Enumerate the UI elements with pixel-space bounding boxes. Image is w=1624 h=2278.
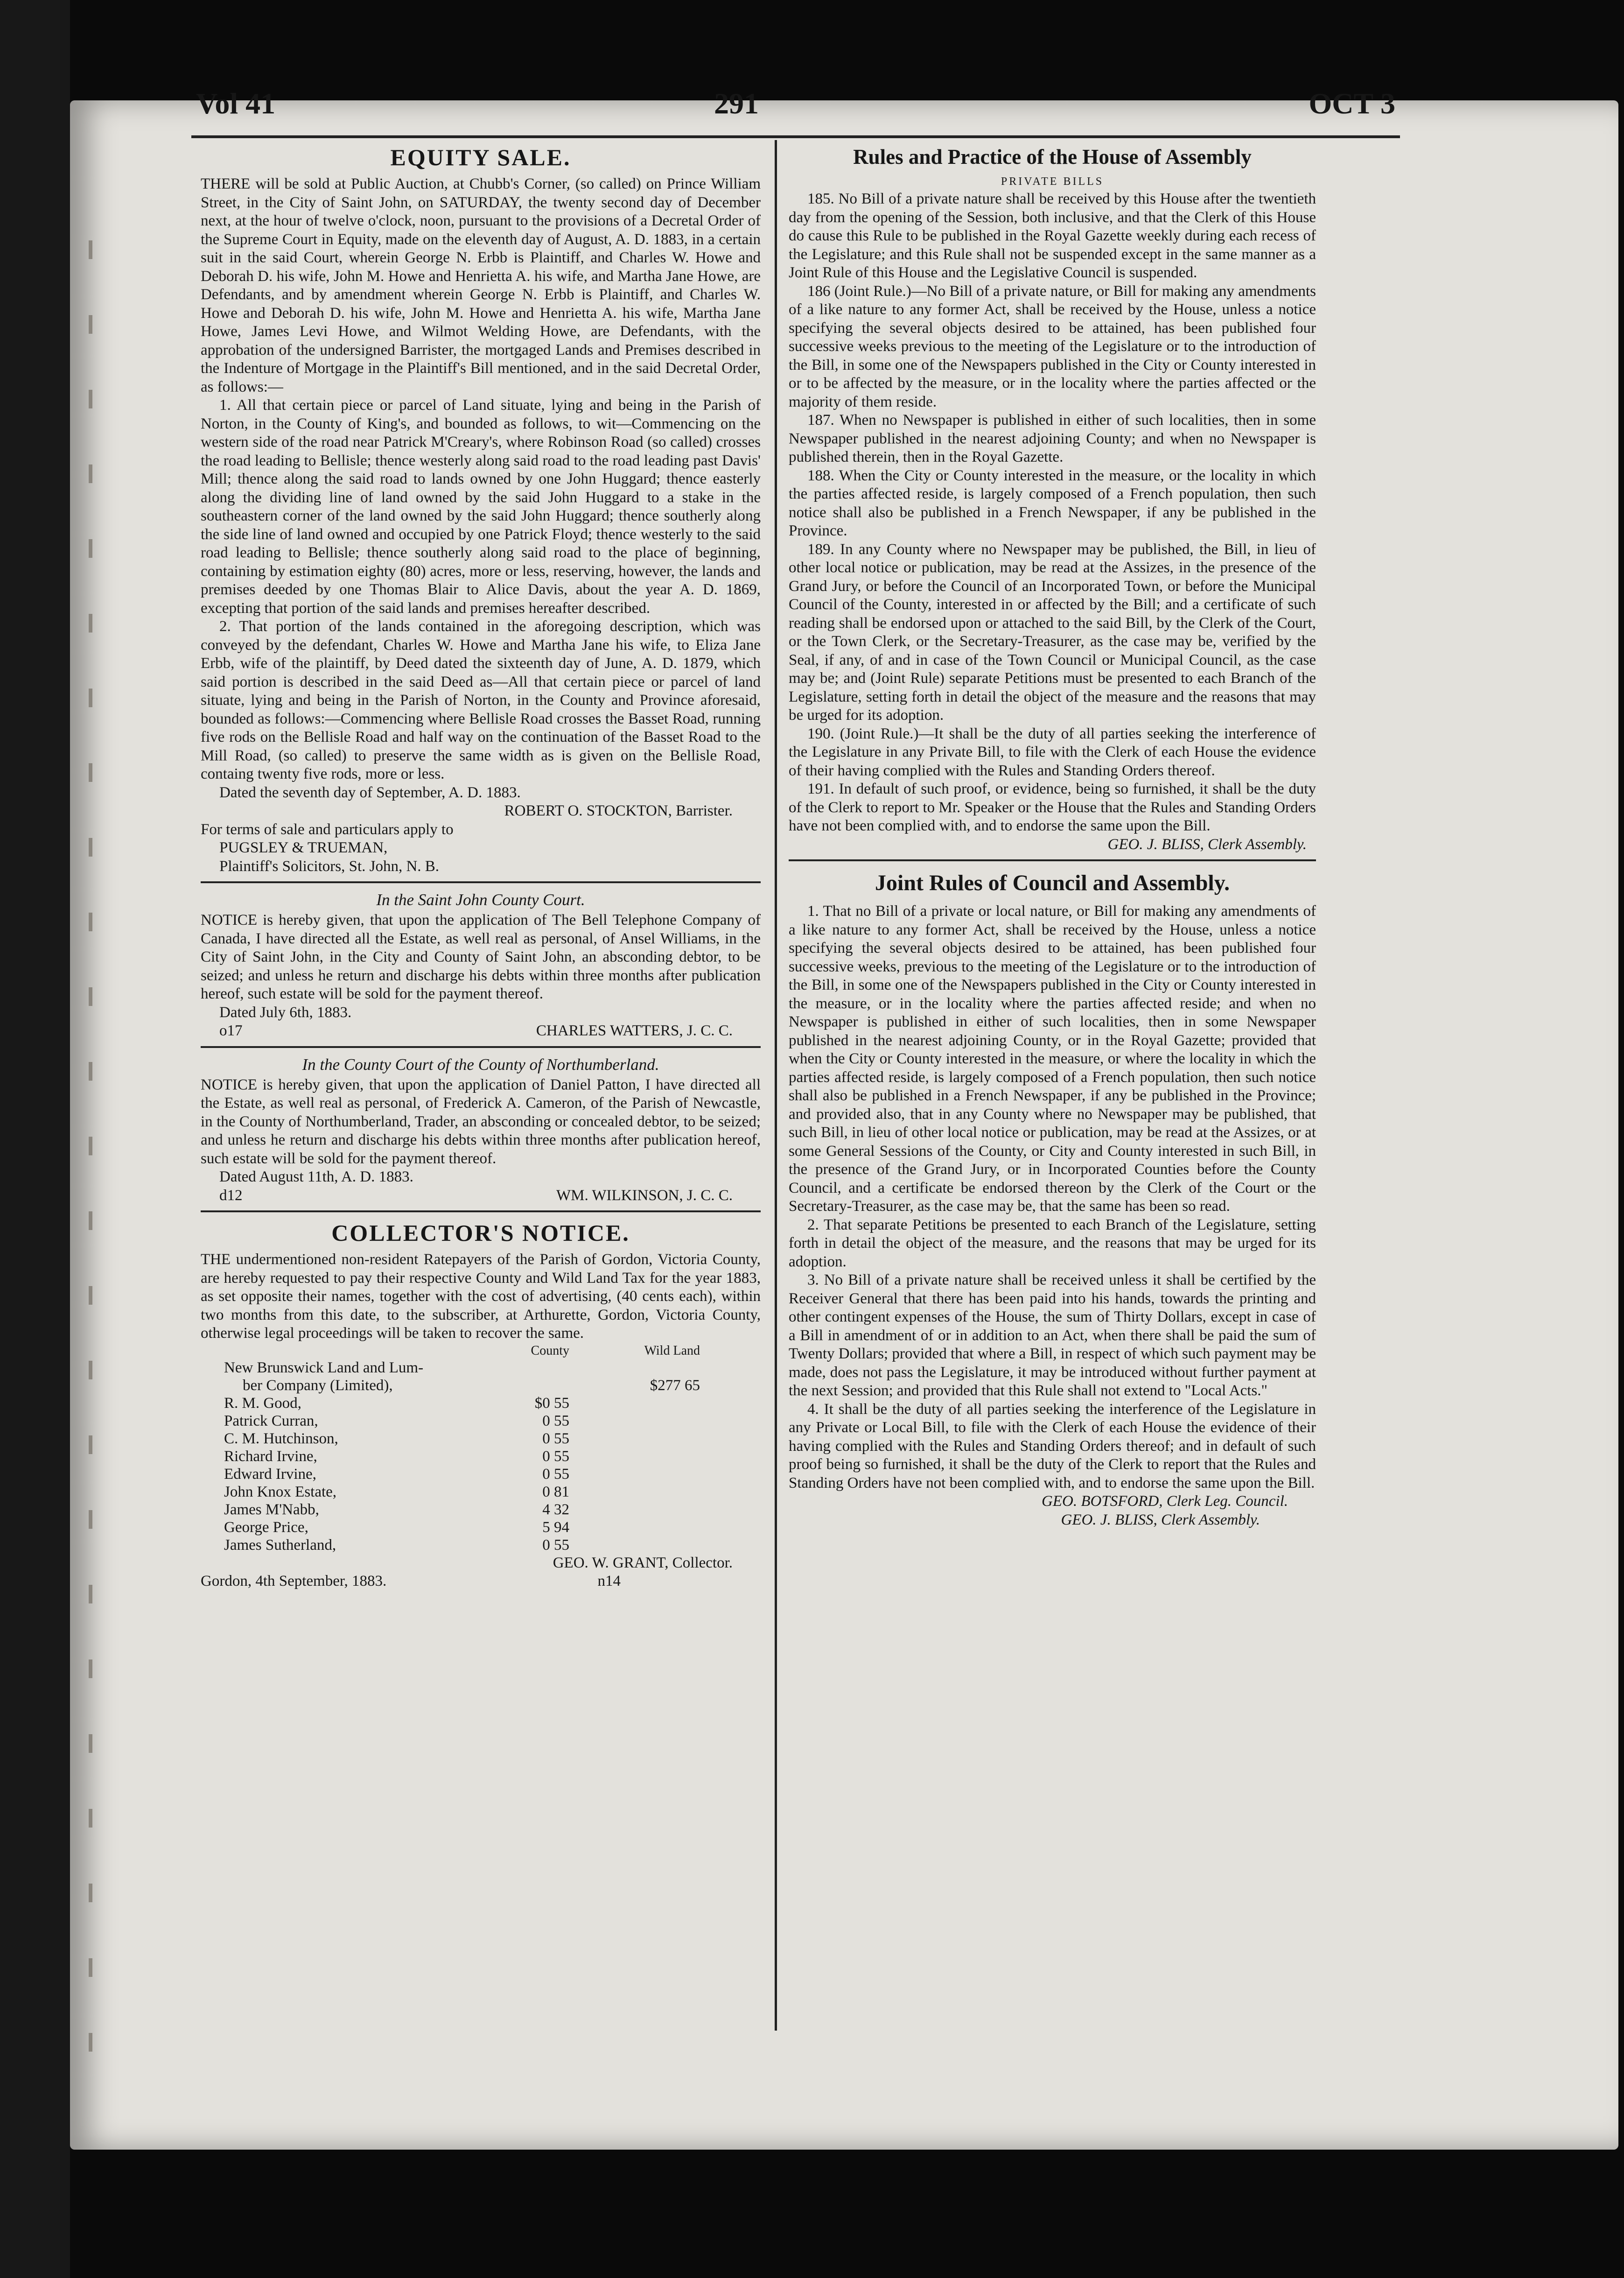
collectors-notice-title: COLLECTOR'S NOTICE. (331, 1220, 630, 1246)
northumberland-court-notice (201, 1054, 761, 1205)
tax-row: James Sutherland, 0 55 (224, 1536, 569, 1554)
saint-john-court-sign-row (201, 1022, 761, 1041)
right-column (789, 142, 1316, 1529)
rules-private-bills (789, 142, 1316, 854)
equity-sale-notice (201, 142, 761, 876)
tax-table-header (201, 1343, 761, 1359)
section-rule (201, 1210, 761, 1212)
tax-row: George Price, 5 94 (224, 1519, 569, 1536)
joint-rule-1: 1. That no Bill of a private or local nature, or Bill for making any amendments of a like nature to any former Act, shall be received by the House, unless a notice specifying the several objects desired to be attained, has been published four successive weeks, previous to the meeting of the Legislature or to the introduction of the Bill, in some one of the Newspapers published in the City or County interested in the measure, or in the locality where the parties affected reside; and when no Newspaper is published in either of such localities, then in some Newspaper published in the nearest adjoining County, or in the Royal Gazette; provided that when the City or County interested in the measure, or where the locality in which the parties affected reside, is largely composed of a French population, then such notice shall also be published in a French Newspaper, if any be published in the Province; and provided also, that in any County where no Newspaper may be published, that such Bill, in lieu of other local notice or publication, may be read at the Assizes, or at some General Sessions of the County, or City and County interested in such Bill, in the presence of the Grand Jury, or in Incorporated Counties before the County Council, and a certificate be endorsed thereon by the Clerk of the Court or the Secretary-Treasurer, as the case may be, that the same has been so read. (789, 903, 1316, 1215)
joint-rule-3: 3. No Bill of a private nature shall be received unless it shall be certified by the Receiver General that there has been paid into his hands, towards the printing and other contingent expenses of the House, the sum of Thirty Dollars, except in case of a Bill in amendment of or in addition to an Act, when there shall be paid the sum of Twenty Dollars; provided that where a Bill, in respect of which such payment may be made, does not pass the Legislature, it may be introduced without further payment at the next Session; and provided that this Rule shall not extend to "Local Acts." (789, 1272, 1316, 1399)
rule-185: 185. No Bill of a private nature shall be received by this House after the twentieth day from the opening of the Session, both inclusive, and that the Clerk of this House do cause this Rule to be published in the Royal Gazette weekly during each recess of the Legislature; and this Rule shall not be suspended except in the same manner as a Joint Rule of this House and the Legislative Council is suspended. (789, 190, 1316, 281)
tax-row: Richard Irvine, 0 55 (224, 1448, 569, 1465)
collectors-notice-signature: GEO. W. GRANT, Collector. (553, 1554, 733, 1571)
volume-label: Vol 41 (196, 87, 276, 120)
northumberland-court-title: In the County Court of the County of Northumberland. (302, 1055, 659, 1074)
rule-190: 190. (Joint Rule.)—It shall be the duty of all parties seeking the interference of the Legislature in any Private Bill, to file with the Clerk of each House the evidence of their having complied with the Rules and Standing Orders thereof. (789, 725, 1316, 779)
tax-company-wild-land: $277 65 (650, 1377, 700, 1394)
rules-signature: GEO. J. BLISS, Clerk Assembly. (1107, 836, 1307, 853)
equity-sale-solicitors: PUGSLEY & TRUEMAN, (219, 839, 388, 856)
equity-sale-title: EQUITY SALE. (390, 144, 571, 170)
rule-186: 186 (Joint Rule.)—No Bill of a private nature, or Bill for making any amendments of a like nature to any former Act, shall be received by the House, unless a notice specifying the several objects desired to be attained, has been published four successive weeks previous to the meeting of the Legislature or to the introduction of the Bill, in some one of the Newspapers published in the City or County interested in or to be affected by the measure, or in the locality where the parties affected or the majority of them reside. (789, 282, 1316, 410)
northumberland-court-body: NOTICE is hereby given, that upon the application of Daniel Patton, I have directed all the Estate, as well real as personal, of Frederick A. Cameron, of the Parish of Newcastle, in the County of Northumberland, Trader, an absconding or concealed debtor, to be seized; and unless he return and discharge his debts within three months after publication hereof, such estate will be sold for the payment thereof. (201, 1076, 761, 1167)
tax-col-wild-land: Wild Land (644, 1343, 700, 1358)
equity-sale-item-2: 2. That portion of the lands contained in the aforegoing description, which was conveyed by the defendant, Charles W. Howe and Martha Jane his wife, to Eliza Jane Erbb, wife of the plaintiff, by Deed dated the sixteenth day of June, A. D. 1879, which said portion is described in the said Deed as—All that certain piece or parcel of land situate, lying and being in the Parish of Norton, in the County and Province aforesaid, bounded as follows:—Commencing where Bellisle Road crosses the Basset Road, running five rods on the Bellisle Road and half way on the continuation of the Basset Road to the Mill Road, (so called) to preserve the same width as is given on the Bellisle Road, containg twenty five rods, more or less. (201, 618, 761, 782)
tax-row: C. M. Hutchinson, 0 55 (224, 1430, 569, 1447)
joint-rule-2: 2. That separate Petitions be presented to each Branch of the Legislature, setting forth in detail the object of the measure, and the reasons that may be urged for its adoption. (789, 1216, 1316, 1270)
equity-sale-signature: ROBERT O. STOCKTON, Barrister. (504, 802, 733, 819)
northumberland-court-dated: Dated August 11th, A. D. 1883. (219, 1168, 413, 1185)
equity-sale-solicitors-line2: Plaintiff's Solicitors, St. John, N. B. (219, 858, 440, 875)
header-rule (191, 135, 1400, 138)
rule-189: 189. In any County where no Newspaper may be published, the Bill, in lieu of other local notice or publication, may be read at the Assizes, in the presence of the Grand Jury, or before the Council of an Incorporated Town, or before the Municipal Council of the County, interested in or affected by the Bill; and a certificate of such reading shall be endorsed upon or attached to the said Bill, by the Clerk of the Court, or the Town Clerk, or the Secretary-Treasurer, as the case may be, verified by the Seal, if any, of and in case of the Town Council or Municipal Council, as the case may be; and (Joint Rule) separate Petitions must be presented to each Branch of the Legislature, setting forth in detail the object of the measure and the reasons that may be urged for its adoption. (789, 541, 1316, 724)
page-number: 291 (714, 87, 759, 120)
collectors-notice-body: THE undermentioned non-resident Ratepayers of the Parish of Gordon, Victoria County, are hereby requested to pay their respective County and Wild Land Tax for the year 1883, as set opposite their names, together with the cost of advertising, (40 cents each), within two months from this date, to the subscriber, at Arthurette, Gordon, Victoria County, otherwise legal proceedings will be taken to recover the same. (201, 1251, 761, 1342)
equity-sale-dated: Dated the seventh day of September, A. D. 1883. (219, 784, 521, 801)
tax-row-company-line2: ber Company (Limited), $277 65 (243, 1377, 700, 1394)
saint-john-court-dated: Dated July 6th, 1883. (219, 1004, 352, 1021)
rules-title: Rules and Practice of the House of Assembly (853, 145, 1252, 169)
collectors-notice-code: n14 (597, 1573, 621, 1589)
page-header (196, 86, 1395, 128)
section-rule (201, 881, 761, 883)
northumberland-court-signature: WM. WILKINSON, J. C. C. (556, 1187, 733, 1204)
tax-row: Patrick Curran, 0 55 (224, 1412, 569, 1429)
joint-rules-signature-1: GEO. BOTSFORD, Clerk Leg. Council. (1042, 1493, 1288, 1510)
northumberland-court-code: d12 (219, 1187, 243, 1204)
joint-rules (789, 867, 1316, 1529)
binding-stitches (89, 240, 92, 2061)
section-rule (789, 859, 1316, 861)
section-rule (201, 1046, 761, 1048)
tax-row: Edward Irvine, 0 55 (224, 1465, 569, 1483)
private-bills-subtitle: PRIVATE BILLS (1001, 176, 1104, 188)
saint-john-court-signature: CHARLES WATTERS, J. C. C. (536, 1022, 733, 1039)
joint-rules-title: Joint Rules of Council and Assembly. (875, 871, 1230, 895)
tax-row: R. M. Good, $0 55 (224, 1394, 569, 1412)
rule-188: 188. When the City or County interested in the measure, or the locality in which the parties affected reside, is largely composed of a French population, then such notice shall also be published in a French Newspaper, if any be published in the Province. (789, 467, 1316, 539)
equity-sale-intro: THERE will be sold at Public Auction, at Chubb's Corner, (so called) on Prince William Street, in the City of Saint John, on SATURDAY, the twenty second day of December next, at the hour of twelve o'clock, noon, pursuant to the provisions of a Decretal Order of the Supreme Court in Equity, made on the eleventh day of August, A. D. 1883, in a certain suit in the said Court, wherein George N. Erbb is Plaintiff, and Charles W. Howe and Deborah D. his wife, John M. Howe and Henrietta A. his wife, and Martha Jane Howe, are Defendants, and by amendment wherein George N. Erbb is Plaintiff, and Charles W. Howe and Deborah D. his wife, John M. Howe and Henrietta A. his wife, Martha Jane Howe, James Levi Howe, and Wilmot Welding Howe, are Defendants, with the approbation of the undersigned Barrister, the mortgaged Lands and Premises described in the Indenture of Mortgage in the Plaintiff's Bill mentioned, and in the said Decretal Order, as follows:— (201, 176, 761, 395)
book-binding (0, 0, 70, 2278)
saint-john-court-title: In the Saint John County Court. (376, 891, 585, 909)
collectors-notice-footer (201, 1572, 761, 1591)
joint-rules-signature-2: GEO. J. BLISS, Clerk Assembly. (1061, 1511, 1260, 1528)
collectors-notice (201, 1218, 761, 1591)
equity-sale-terms: For terms of sale and particulars apply to (201, 821, 454, 838)
tax-rows (201, 1394, 761, 1554)
tax-row: James M'Nabb, 4 32 (224, 1501, 569, 1518)
saint-john-court-code: o17 (219, 1022, 243, 1039)
tax-col-county: County (531, 1343, 569, 1358)
column-divider (775, 140, 777, 2031)
collectors-notice-place-date: Gordon, 4th September, 1883. (201, 1573, 387, 1589)
left-column (201, 142, 761, 1591)
issue-date: OCT 3 (1309, 87, 1395, 120)
northumberland-court-sign-row (201, 1187, 761, 1205)
saint-john-court-body: NOTICE is hereby given, that upon the application of The Bell Telephone Company of Canada, I have directed all the Estate, as well real as personal, of Ansel Williams, in the City of Saint John, in the City and County of Saint John, an absconding debtor, to be seized; and unless he return and discharge his debts within three months after publication hereof, such estate will be sold for the payment thereof. (201, 912, 761, 1002)
tax-row: John Knox Estate, 0 81 (224, 1483, 569, 1500)
tax-row-company-line1: New Brunswick Land and Lum- (224, 1359, 424, 1376)
saint-john-court-notice (201, 889, 761, 1041)
joint-rule-4: 4. It shall be the duty of all parties seeking the interference of the Legislature in any Private or Local Bill, to file with the Clerk of each House the evidence of their having complied with the Rules and Standing Orders thereof; and in default of such proof being so furnished, it shall be the duty of the Clerk to report that the Rules and Standing Orders have not been complied with, and to endorse the same upon the Bill. (789, 1400, 1316, 1491)
rule-191: 191. In default of such proof, or evidence, being so furnished, it shall be the duty of the Clerk to report to Mr. Speaker or the House that the Rules and Standing Orders have not been complied with, and to endorse the same upon the Bill. (789, 780, 1316, 834)
rule-187: 187. When no Newspaper is published in either of such localities, then in some Newspaper published in the nearest adjoining County; and when no Newspaper is published therein, then in the Royal Gazette. (789, 412, 1316, 465)
equity-sale-item-1: 1. All that certain piece or parcel of Land situate, lying and being in the Parish of Norton, in the County of King's, and bounded as follows, to wit—Commencing on the western side of the road near Patrick M'Creary's, where Robinson Road (so called) crosses the road leading to Bellisle; thence westerly along said road to the road leading past Davis' Mill; thence along the said road to lands owned by one John Huggard; thence easterly along the dividing line of land owned by the said John Huggard to a stake in the southeastern corner of the land owned by the said John Huggard; thence southerly along the side line of land owned and occupied by one Patrick Floyd; thence westerly to the said road leading to Bellisle; thence southerly along said road to the place of beginning, containing by estimation eighty (80) acres, more or less, reserving, however, the lands and premises deeded by one Thomas Blair to Alice Davis, about the year A. D. 1869, excepting that portion of the said lands and premises hereafter described. (201, 397, 761, 617)
